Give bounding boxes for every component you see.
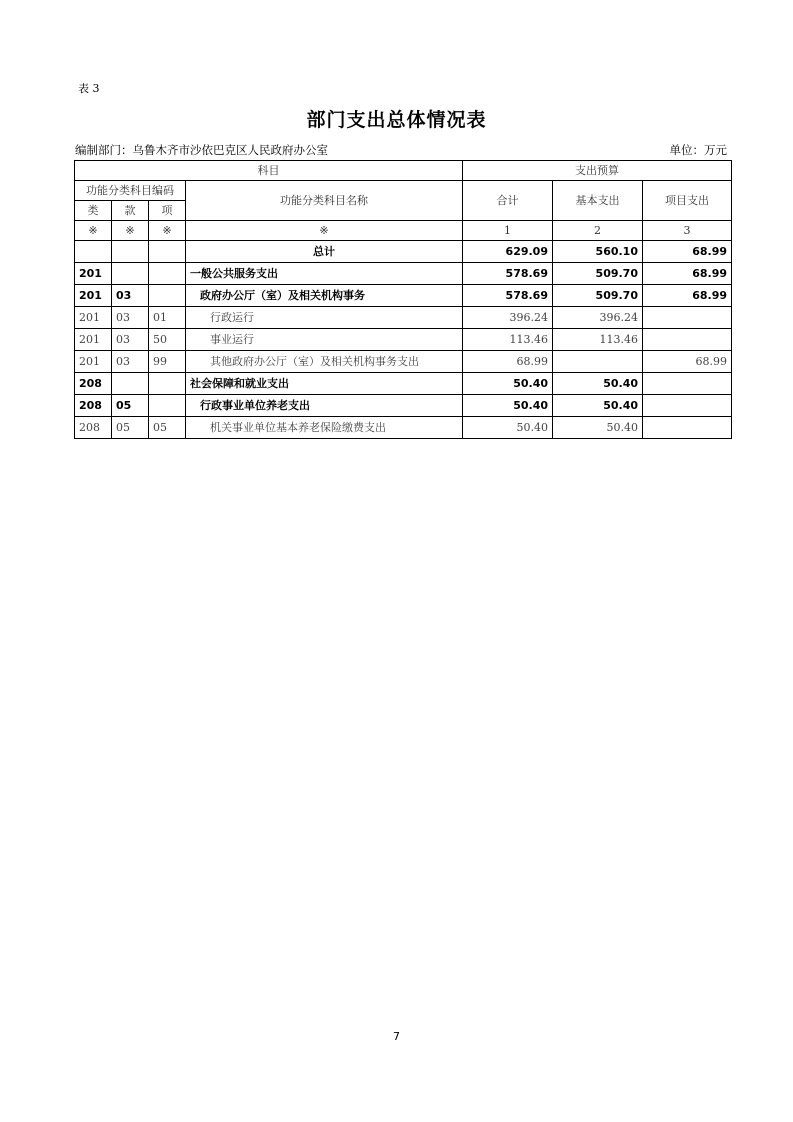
xiang-cell xyxy=(149,285,186,307)
total-cell: 578.69 xyxy=(463,285,553,307)
lei-cell: 208 xyxy=(75,395,112,417)
project-cell: 68.99 xyxy=(643,285,732,307)
total-cell: 50.40 xyxy=(463,373,553,395)
project-cell: 68.99 xyxy=(643,351,732,373)
kuan-cell xyxy=(112,263,149,285)
mark-cell: ※ xyxy=(75,221,112,241)
table-row xyxy=(75,241,732,263)
table-number-label: 表 3 xyxy=(78,82,100,95)
kuan-cell: 05 xyxy=(112,417,149,439)
basic-cell: 396.24 xyxy=(553,307,643,329)
xiang-cell xyxy=(149,241,186,263)
project-cell: 68.99 xyxy=(643,241,732,263)
total-cell: 629.09 xyxy=(463,241,553,263)
name-header: 功能分类科目名称 xyxy=(186,181,463,221)
name-cell: 一般公共服务支出 xyxy=(186,263,463,285)
xiang-cell: 05 xyxy=(149,417,186,439)
xiang-cell: 01 xyxy=(149,307,186,329)
total-cell: 578.69 xyxy=(463,263,553,285)
mark-cell: ※ xyxy=(186,221,463,241)
total-cell: 50.40 xyxy=(463,417,553,439)
xiang-cell xyxy=(149,395,186,417)
mark-cell: ※ xyxy=(112,221,149,241)
total-header: 合计 xyxy=(463,181,553,221)
lei-cell: 201 xyxy=(75,351,112,373)
lei-cell: 208 xyxy=(75,417,112,439)
kuan-cell xyxy=(112,241,149,263)
project-cell xyxy=(643,417,732,439)
lei-cell: 201 xyxy=(75,263,112,285)
page-title: 部门支出总体情况表 xyxy=(306,109,487,131)
total-cell: 68.99 xyxy=(463,351,553,373)
expenditure-table xyxy=(74,160,732,439)
name-cell: 机关事业单位基本养老保险缴费支出 xyxy=(186,417,463,439)
lei-cell: 201 xyxy=(75,329,112,351)
page-number: 7 xyxy=(393,1030,400,1043)
lei-cell: 201 xyxy=(75,285,112,307)
xiang-header: 项 xyxy=(149,201,186,221)
table-row xyxy=(75,395,732,417)
total-cell: 50.40 xyxy=(463,395,553,417)
table-row xyxy=(75,329,732,351)
name-cell: 其他政府办公厅（室）及相关机构事务支出 xyxy=(186,351,463,373)
kuan-cell: 03 xyxy=(112,329,149,351)
kuan-cell: 03 xyxy=(112,285,149,307)
index-row xyxy=(75,221,732,241)
header-row-1 xyxy=(75,161,732,181)
project-cell xyxy=(643,329,732,351)
name-cell: 社会保障和就业支出 xyxy=(186,373,463,395)
xiang-cell xyxy=(149,373,186,395)
table-row xyxy=(75,351,732,373)
total-cell: 396.24 xyxy=(463,307,553,329)
total-cell: 113.46 xyxy=(463,329,553,351)
kuan-cell xyxy=(112,373,149,395)
basic-cell: 113.46 xyxy=(553,329,643,351)
project-cell xyxy=(643,307,732,329)
basic-cell: 50.40 xyxy=(553,373,643,395)
kuan-cell: 05 xyxy=(112,395,149,417)
name-cell: 事业运行 xyxy=(186,329,463,351)
subject-header: 科目 xyxy=(75,161,463,181)
index-cell: 1 xyxy=(463,221,553,241)
lei-cell xyxy=(75,241,112,263)
kuan-cell: 03 xyxy=(112,307,149,329)
name-cell: 总计 xyxy=(186,241,463,263)
project-cell xyxy=(643,395,732,417)
basic-header: 基本支出 xyxy=(553,181,643,221)
table-row xyxy=(75,307,732,329)
name-cell: 行政事业单位养老支出 xyxy=(186,395,463,417)
lei-cell: 201 xyxy=(75,307,112,329)
budget-header: 支出预算 xyxy=(463,161,732,181)
xiang-cell xyxy=(149,263,186,285)
table-row xyxy=(75,417,732,439)
compiling-department: 编制部门：乌鲁木齐市沙依巴克区人民政府办公室 xyxy=(75,143,328,157)
basic-cell: 509.70 xyxy=(553,285,643,307)
code-group-header: 功能分类科目编码 xyxy=(75,181,186,201)
project-header: 项目支出 xyxy=(643,181,732,221)
basic-cell: 50.40 xyxy=(553,417,643,439)
index-cell: 3 xyxy=(643,221,732,241)
xiang-cell: 50 xyxy=(149,329,186,351)
name-cell: 政府办公厅（室）及相关机构事务 xyxy=(186,285,463,307)
lei-header: 类 xyxy=(75,201,112,221)
index-cell: 2 xyxy=(553,221,643,241)
basic-cell: 560.10 xyxy=(553,241,643,263)
kuan-header: 款 xyxy=(112,201,149,221)
basic-cell: 509.70 xyxy=(553,263,643,285)
mark-cell: ※ xyxy=(149,221,186,241)
name-cell: 行政运行 xyxy=(186,307,463,329)
table-row xyxy=(75,285,732,307)
table-row xyxy=(75,263,732,285)
lei-cell: 208 xyxy=(75,373,112,395)
table-row xyxy=(75,373,732,395)
project-cell xyxy=(643,373,732,395)
kuan-cell: 03 xyxy=(112,351,149,373)
basic-cell: 50.40 xyxy=(553,395,643,417)
project-cell: 68.99 xyxy=(643,263,732,285)
unit-label: 单位：万元 xyxy=(669,143,727,157)
header-row-2 xyxy=(75,181,732,201)
basic-cell xyxy=(553,351,643,373)
xiang-cell: 99 xyxy=(149,351,186,373)
